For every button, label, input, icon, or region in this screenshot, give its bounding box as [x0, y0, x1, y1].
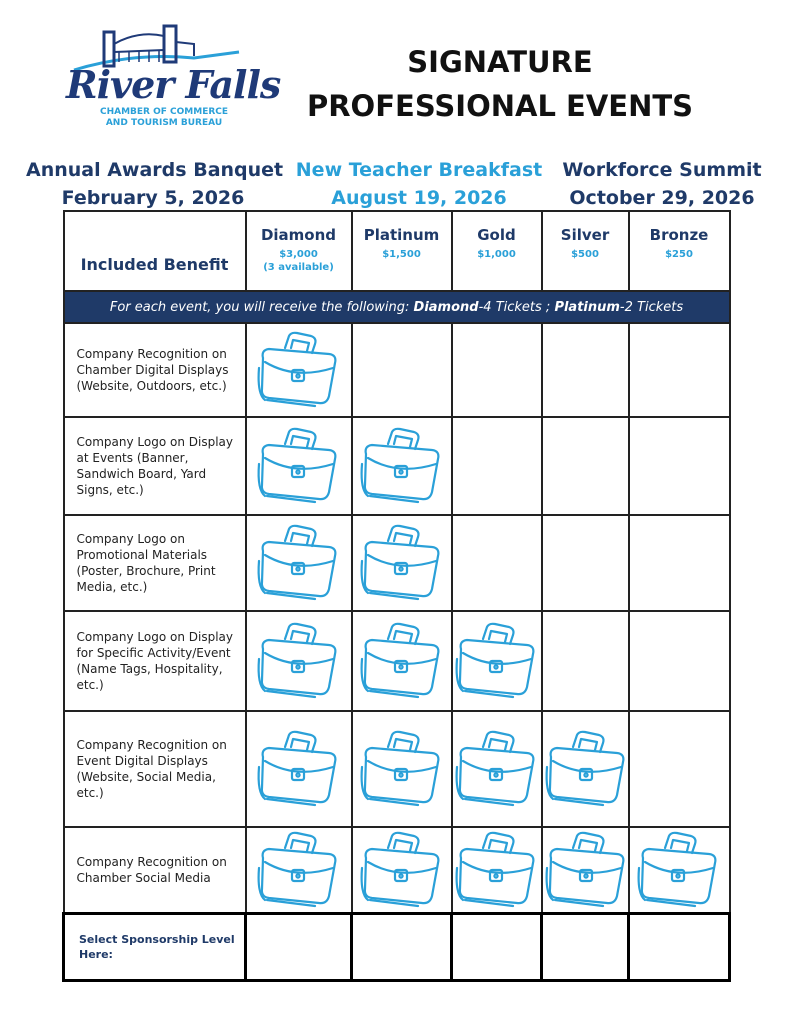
briefcase-icon [358, 727, 446, 807]
briefcase-icon [358, 619, 446, 699]
level-diamond: Diamond $3,000 (3 available) [246, 211, 352, 291]
briefcase-icon [255, 727, 343, 807]
benefit-row [64, 417, 730, 515]
briefcase-icon [255, 424, 343, 504]
cell-gold [452, 515, 542, 611]
briefcase-icon [358, 521, 446, 601]
select-bronze-box[interactable] [629, 914, 730, 981]
briefcase-icon [255, 328, 343, 408]
briefcase-icon [255, 521, 343, 601]
cell-bronze [629, 417, 730, 515]
cell-diamond [246, 417, 352, 515]
cell-silver [542, 323, 629, 417]
benefit-label: Company Recognition on Chamber Digital Displays (Website, Outdoors, etc.) [64, 323, 246, 417]
cell-bronze [629, 611, 730, 711]
cell-bronze [629, 827, 730, 914]
cell-diamond [246, 711, 352, 827]
cell-diamond [246, 611, 352, 711]
selection-row [64, 914, 730, 981]
logo-script: River Falls [66, 62, 281, 107]
briefcase-icon [255, 828, 343, 908]
cell-diamond [246, 827, 352, 914]
cell-gold [452, 323, 542, 417]
briefcase-icon [255, 619, 343, 699]
event-awards-banquet: Annual Awards Banquet February 5, 2026 [26, 159, 284, 209]
cell-bronze [629, 323, 730, 417]
cell-silver [542, 711, 629, 827]
briefcase-icon [543, 828, 631, 908]
event-workforce-summit: Workforce Summit October 29, 2026 [562, 159, 762, 209]
select-silver-box[interactable] [542, 914, 629, 981]
select-diamond-box[interactable] [246, 914, 352, 981]
benefit-label: Company Logo on Display at Events (Banner, Sandwich Board, Yard Signs, etc.) [64, 417, 246, 515]
benefit-row [64, 827, 730, 914]
benefit-row [64, 711, 730, 827]
cell-bronze [629, 515, 730, 611]
cell-gold [452, 827, 542, 914]
benefit-label: Company Recognition on Event Digital Displays (Website, Social Media, etc.) [64, 711, 246, 827]
cell-platinum [352, 323, 452, 417]
benefit-header: Included Benefit [64, 211, 246, 291]
benefit-label: Company Logo on Display for Specific Activity/Event (Name Tags, Hospitality, etc.) [64, 611, 246, 711]
cell-platinum [352, 827, 452, 914]
event-teacher-breakfast: New Teacher Breakfast August 19, 2026 [295, 159, 543, 209]
cell-platinum [352, 417, 452, 515]
level-silver: Silver $500 [542, 211, 629, 291]
briefcase-icon [453, 619, 541, 699]
benefit-row [64, 611, 730, 711]
page-title: SIGNATURE PROFESSIONAL EVENTS [306, 45, 694, 123]
briefcase-icon [358, 424, 446, 504]
cell-silver [542, 417, 629, 515]
cell-diamond [246, 323, 352, 417]
river-falls-logo [64, 22, 281, 134]
briefcase-icon [453, 727, 541, 807]
cell-gold [452, 611, 542, 711]
select-platinum-box[interactable] [352, 914, 452, 981]
benefit-row [64, 515, 730, 611]
cell-platinum [352, 711, 452, 827]
cell-gold [452, 417, 542, 515]
briefcase-icon [635, 828, 723, 908]
cell-platinum [352, 515, 452, 611]
ticket-banner: For each event, you will receive the following: Diamond-4 Tickets ; Platinum-2 Tickets [64, 291, 730, 323]
briefcase-icon [543, 727, 631, 807]
cell-silver [542, 515, 629, 611]
briefcase-icon [358, 828, 446, 908]
header-row [64, 211, 730, 291]
select-level-label: Select Sponsorship Level Here: [64, 914, 246, 981]
briefcase-icon [453, 828, 541, 908]
benefit-row [64, 323, 730, 417]
cell-silver [542, 611, 629, 711]
cell-diamond [246, 515, 352, 611]
level-gold: Gold $1,000 [452, 211, 542, 291]
cell-gold [452, 711, 542, 827]
cell-platinum [352, 611, 452, 711]
benefit-label: Company Recognition on Chamber Social Media [64, 827, 246, 914]
level-bronze: Bronze $250 [629, 211, 730, 291]
level-platinum: Platinum $1,500 [352, 211, 452, 291]
benefit-label: Company Logo on Promotional Materials (Poster, Brochure, Print Media, etc.) [64, 515, 246, 611]
cell-bronze [629, 711, 730, 827]
logo-subtitle: CHAMBER OF COMMERCE AND TOURISM BUREAU [99, 107, 229, 128]
select-gold-box[interactable] [452, 914, 542, 981]
sponsorship-table [62, 210, 731, 982]
cell-silver [542, 827, 629, 914]
